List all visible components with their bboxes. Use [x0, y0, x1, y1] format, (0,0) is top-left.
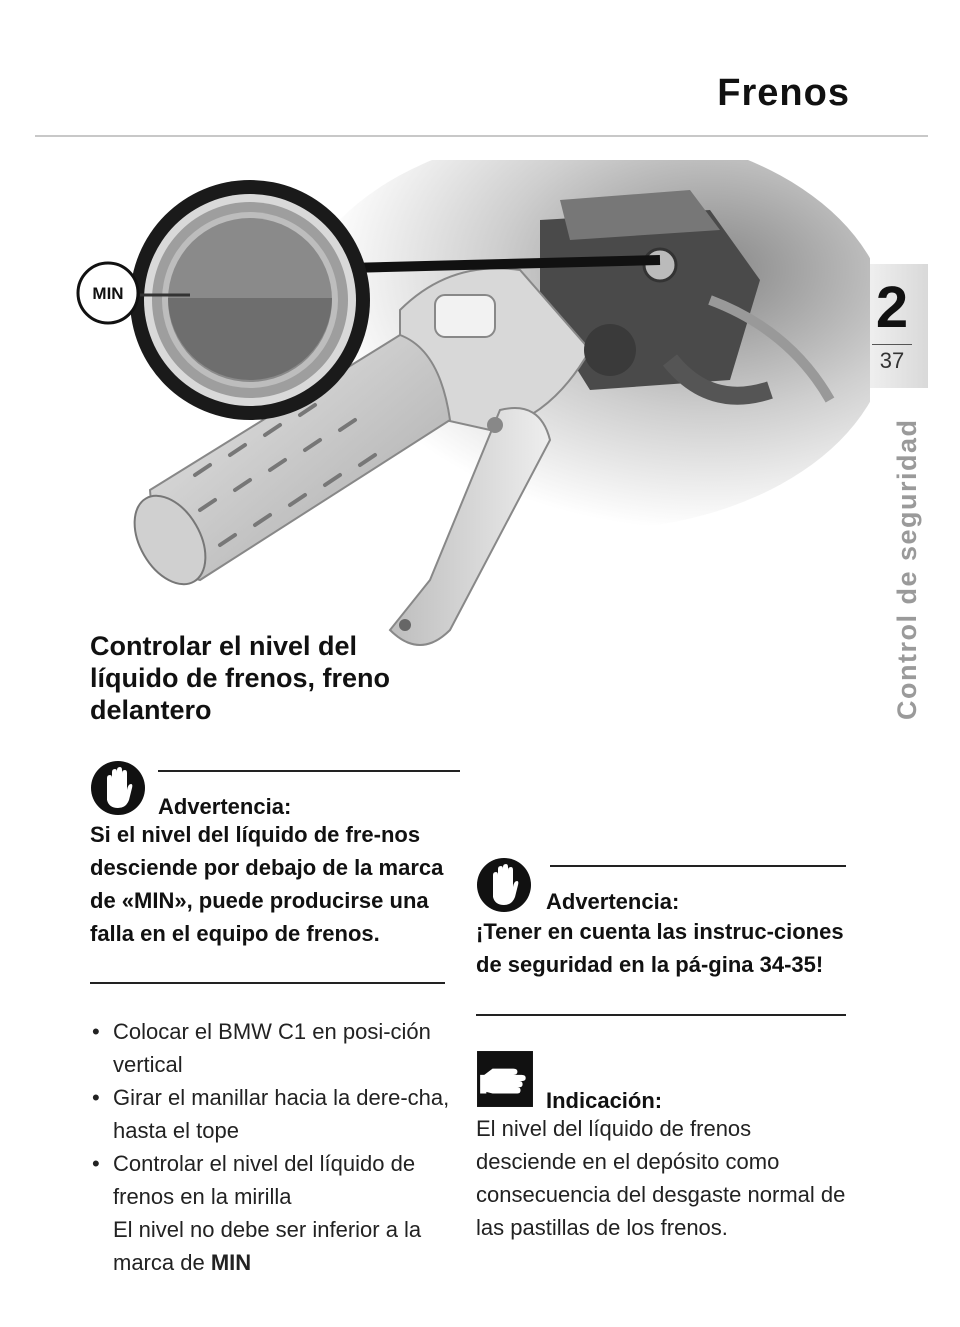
- list-item: [92, 1147, 472, 1279]
- warning-label: Advertencia:: [546, 889, 680, 914]
- hand-stop-icon: [90, 760, 146, 816]
- section-heading: Controlar el nivel del líquido de frenos, freno delantero: [90, 631, 391, 725]
- warning-box-1: [90, 760, 460, 986]
- pointing-hand-icon: [476, 1050, 534, 1108]
- chapter-number: 2: [875, 275, 909, 340]
- step-extra-bold: MIN: [210, 1250, 252, 1275]
- warning-rule-bottom: [476, 1014, 846, 1016]
- list-item: [92, 1081, 472, 1147]
- note-label: Indicación:: [546, 1088, 663, 1113]
- note-text: El nivel del líquido de frenos desciende en el depósito como consecuencia del desgaste normal de las pastillas de los frenos.: [476, 1116, 846, 1240]
- list-item: [92, 1015, 472, 1081]
- warning-box-2: [476, 857, 846, 1017]
- warning-label: Advertencia:: [158, 794, 292, 819]
- warning-text: Si el nivel del líquido de fre-nos desciende por debajo de la marca de «MIN», puede producirse una falla en el equipo de frenos.: [90, 822, 444, 946]
- warning-rule-top: [550, 865, 846, 867]
- header-divider: [35, 135, 928, 137]
- page-number: 37: [879, 348, 905, 373]
- page-title: Frenos: [717, 72, 850, 114]
- warning-rule-top: [158, 770, 460, 772]
- step-text: Controlar el nivel del líquido de frenos en la mirilla: [113, 1151, 416, 1209]
- brake-handlebar-photo: [70, 160, 870, 670]
- hand-stop-icon: [476, 857, 532, 913]
- chapter-divider: [872, 344, 912, 345]
- note-box: [476, 1050, 846, 1290]
- step-extra: [113, 1213, 472, 1279]
- steps-list: [92, 1015, 472, 1279]
- warning-text: ¡Tener en cuenta las instruc-ciones de seguridad en la pá-gina 34-35!: [476, 919, 844, 977]
- warning-rule-bottom: [90, 982, 445, 984]
- step-extra-text: El nivel no debe ser inferior a la marca de: [113, 1217, 422, 1275]
- step-text: Colocar el BMW C1 en posi-ción vertical: [113, 1019, 431, 1077]
- min-callout-label: MIN: [92, 284, 124, 303]
- step-text: Girar el manillar hacia la dere-cha, hasta el tope: [113, 1085, 450, 1143]
- chapter-side-label: Control de seguridad: [892, 418, 922, 720]
